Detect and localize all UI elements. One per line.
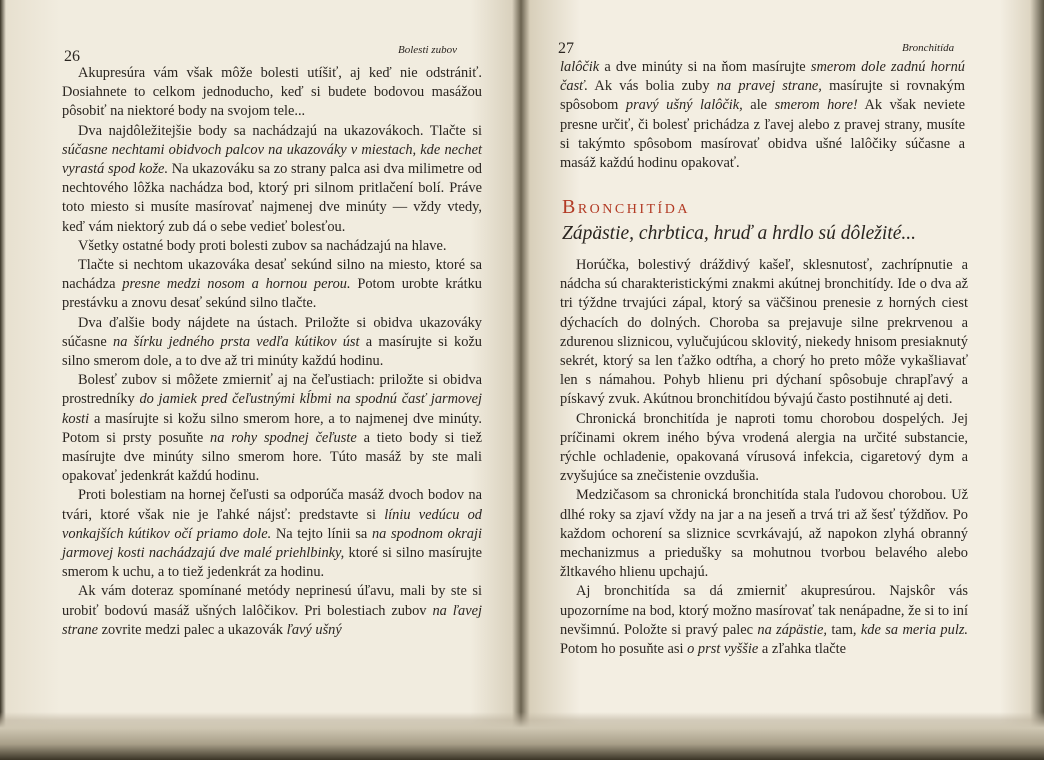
right-page — [524, 0, 1044, 740]
paragraph: lalôčik a dve minúty si na ňom masírujte smerom dole zadnú hornú časť. Ak vás bolia zuby na pravej strane, masírujte si rovnakým spôsobom pravý ušný lalôčik, ale smerom hore! Ak však neviete presne určiť, či bolesť prichádza z ľavej alebo z pravej strany, musíte si takýmto spôsobom masírovať obidva ušné lalôčiky súčasne a masáž každú hodinu opakovať. — [560, 59, 965, 172]
paragraph: Chronická bronchitída je naproti tomu chorobou dospelých. Jej príčinami okrem iného býva vrodená alergia na určité substancie, rýchle ochladenie, opakovaná vírusová infekcia, cigaretový dym a zvyšujúce sa znečistenie ovzdušia. — [560, 410, 968, 485]
running-head-left: Bolesti zubov — [398, 44, 457, 56]
left-body-text — [62, 64, 482, 640]
page-number-right: 27 — [558, 40, 574, 57]
paragraph: Proti bolestiam na hornej čeľusti sa odporúča masáž dvoch bodov na tvári, ktoré však nie je ľahké nájsť: predstavte si líniu vedúcu od vonkajších kútikov očí priamo dole. Na tejto línii sa na spodnom okraji jarmovej kosti nachádzajú dve malé priehlbinky, ktoré si silno masírujte smerom k uchu, a to tiež jedenkrát za hodinu. — [62, 487, 482, 581]
paragraph: Tlačte si nechtom ukazováka desať sekúnd silno na miesto, ktoré sa nachádza presne medzi nosom a hornou perou. Potom urobte krátku prestávku a znovu desať sekúnd silno tlačte. — [62, 257, 482, 312]
paragraph: Dva ďalšie body nájdete na ústach. Priložte si obidva ukazováky súčasne na šírku jedného prsta vedľa kútikov úst a masírujte si kožu silno smerom dole, a to dve až tri minúty každú hodinu. — [62, 314, 482, 370]
right-body-text — [560, 256, 968, 659]
paragraph: Dva najdôležitejšie body sa nachádzajú na ukazovákoch. Tlačte si súčasne nechtami obidvoch palcov na ukazováky v miestach, kde nechet vyrastá spod kože. Na ukazováku sa zo strany palca asi dva milimetre od nechtového lôžka nachádza bod, ktorý pri silnom pritlačení bolí. Práve toto miesto si musíte masírovať najmenej dve minúty — vždy vtedy, keď vám niektorý zub dá o sebe vedieť bolesťou. — [62, 122, 482, 235]
section-heading — [562, 196, 972, 245]
right-continuation-text — [560, 58, 965, 173]
left-page — [0, 0, 520, 740]
section-title: Bronchitída — [562, 196, 690, 218]
section-subtitle: Zápästie, chrbtica, hruď a hrdlo sú dôležité... — [562, 223, 917, 244]
paragraph: Medzičasom sa chronická bronchitída stala ľudovou chorobou. Už dlhé roky sa zjaví vždy na jar a na jeseň a trvá tri až šesť týždňov. Po každom ochorení sa sliznice scvrkávajú, až napokon zlyhá obranný mechanizmus a priedušky sa mohutnou tvorbou belavého alebo žltkavého hlienu upchajú. — [560, 487, 968, 581]
page-bottom-edge — [0, 712, 1044, 760]
paragraph: Bolesť zubov si môžete zmierniť aj na čeľustiach: priložte si obidva prostredníky do jamiek pred čeľustnými kĺbmi na spodnú časť jarmovej kosti a masírujte si kožu silno smerom hore, a to najmenej dve minúty. Potom si prsty posuňte na rohy spodnej čeľuste a tieto body si tiež masírujte dve minúty silno smerom hore. Túto masáž by ste mali opakovať jedenkrát každú hodinu. — [62, 372, 482, 485]
page-number-left: 26 — [64, 48, 80, 65]
paragraph: Horúčka, bolestivý dráždivý kašeľ, sklesnutosť, zachrípnutie a nádcha sú charakteristickými znakmi akútnej bronchitídy. Ide o dva až tri týždne trvajúci zápal, ktorý sa väčšinou prenesie z horných ciest dýchacích do dolných. Choroba sa prejavuje silne prekrvenou a zdurenou sliznicou, vylučujúcou sklovitý, niekedy hnisom presiaknutý sekrét, ktorý sa len ťažko odtŕha, a chorý ho preto môže vykašliavať len s námahou. Pohyb hlienu pri dýchaní spôsobuje chrapľavý a pískavý zvuk. Akútnou bronchitídou bývajú často postihnuté aj deti. — [560, 257, 968, 408]
paragraph: Ak vám doteraz spomínané metódy neprinesú úľavu, mali by ste si urobiť bodovú masáž ušných lalôčikov. Pri bolestiach zubov na ľavej strane zovrite medzi palec a ukazovák ľavý ušný — [62, 583, 482, 638]
paragraph: Aj bronchitída sa dá zmierniť akupresúrou. Najskôr vás upozorníme na bod, ktorý možno masírovať tak nenápadne, že si to iní nevšimnú. Položte si pravý palec na zápästie, tam, kde sa meria pulz. Potom ho posuňte asi o prst vyššie a zľahka tlačte — [560, 583, 969, 658]
paragraph: Akupresúra vám však môže bolesti utíšiť, aj keď nie odstrániť. Dosiahnete to celkom jednoducho, keď si budete bodovou masážou pôsobiť na niektoré body na svojom tele... — [62, 65, 482, 120]
paragraph: Všetky ostatné body proti bolesti zubov sa nachádzajú na hlave. — [78, 237, 447, 254]
running-head-right: Bronchitída — [902, 42, 955, 54]
